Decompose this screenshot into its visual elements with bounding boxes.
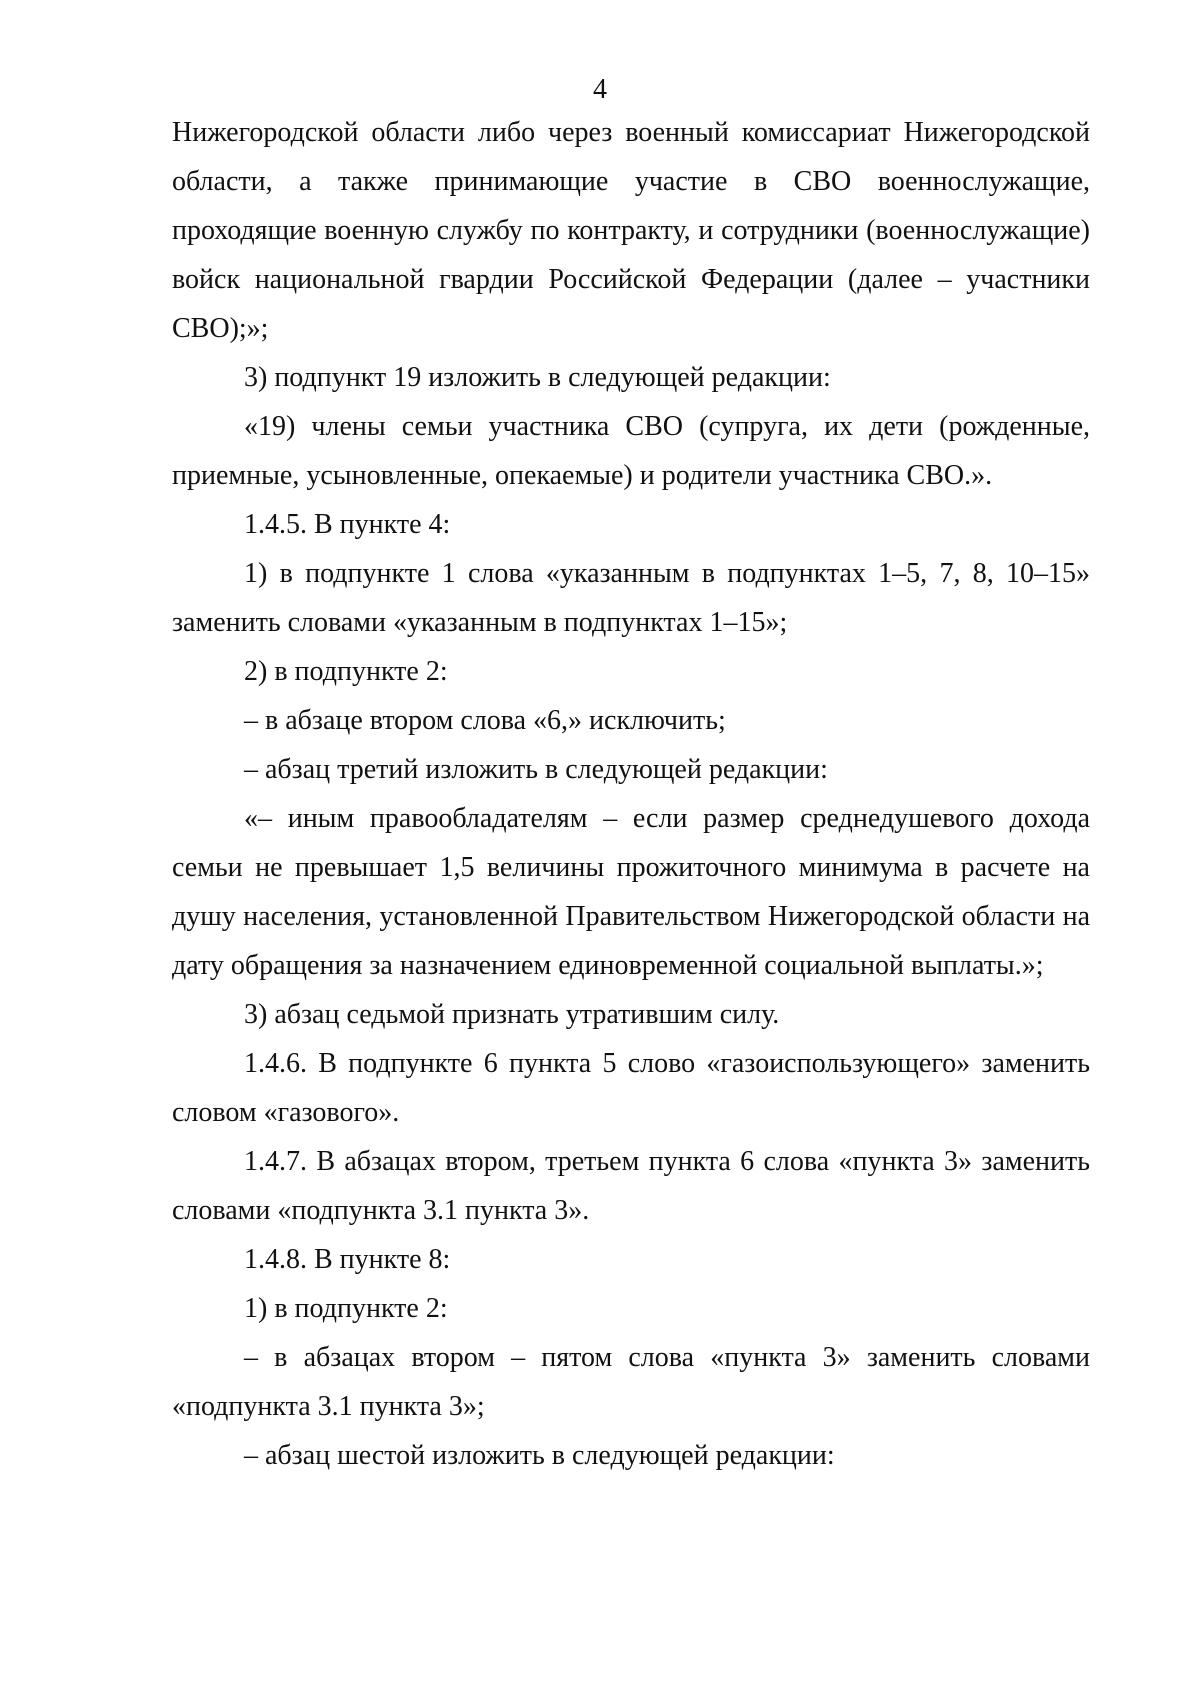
paragraph-subitem-2: 2) в подпункте 2: [244,656,448,687]
paragraph-dash-second: – в абзаце втором слова «6,» исключить; [244,705,726,736]
paragraph-1-4-6: 1.4.6. В подпункте 6 пункта 5 слово «газоиспользующего» заменить словом «газового». [172,1048,1090,1128]
paragraph-subitem-3: 3) подпункт 19 изложить в следующей редакции: [244,362,831,393]
paragraph-subitem-2-of-8: 1) в подпункте 2: [244,1293,448,1324]
paragraph-1-4-7: 1.4.7. В абзацах втором, третьем пункта 6 слова «пункта 3» заменить словами «подпункта 3.1 пункта 3». [172,1146,1090,1226]
paragraph-subitem-3-seventh: 3) абзац седьмой признать утратившим силу. [244,999,780,1030]
paragraph-dash-sixth: – абзац шестой изложить в следующей редакции: [244,1440,835,1471]
paragraph-1-4-8: 1.4.8. В пункте 8: [244,1244,451,1275]
paragraph-quoted-other-owners: «– иным правообладателям – если размер среднедушевого дохода семьи не превышает 1,5 величины прожиточного минимума в расчете на душу населения, установленной Правительством Нижегородской области на дату обращения за назначением единовременной социальной выплаты.»; [172,803,1090,981]
document-body [172,108,1090,1480]
paragraph-dash-third: – абзац третий изложить в следующей редакции: [244,754,828,785]
paragraph-1-4-5: 1.4.5. В пункте 4: [244,509,451,540]
paragraph-subitem-1: 1) в подпункте 1 слова «указанным в подпунктах 1–5, 7, 8, 10–15» заменить словами «указанным в подпунктах 1–15»; [172,558,1090,638]
paragraph-dash-second-fifth: – в абзацах втором – пятом слова «пункта 3» заменить словами «подпункта 3.1 пункта 3»; [172,1342,1090,1422]
paragraph-continuation: Нижегородской области либо через военный комиссариат Нижегородской области, а также принимающие участие в СВО военнослужащие, проходящие военную службу по контракту, и сотрудники (военнослужащие) войск национальной гвардии Российской Федерации (далее – участники СВО);»; [172,117,1090,344]
paragraph-quoted-item-19: «19) члены семьи участника СВО (супруга, их дети (рожденные, приемные, усыновленные, опекаемые) и родители участника СВО.». [172,411,1090,491]
page-number: 4 [593,74,607,105]
